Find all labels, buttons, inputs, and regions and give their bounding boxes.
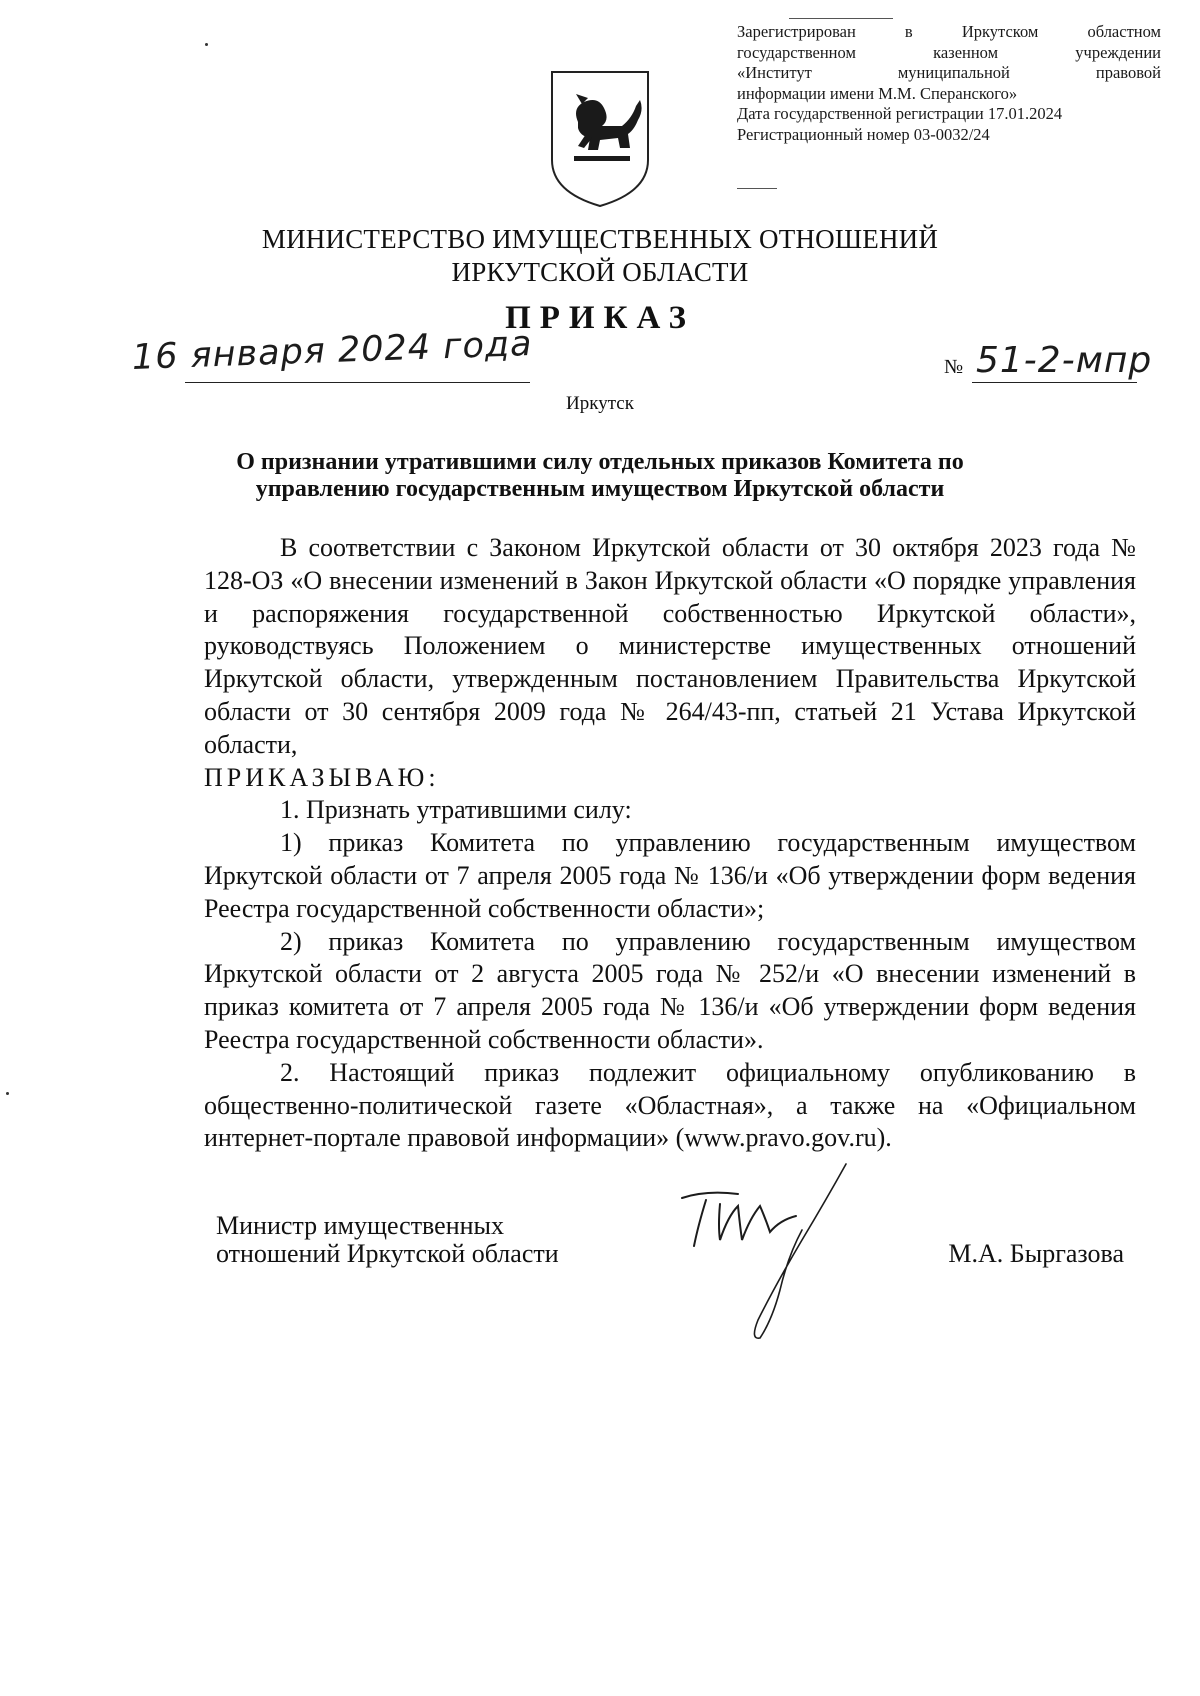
handwritten-signature-icon [676, 1160, 866, 1350]
date-underline [185, 382, 530, 383]
item-1-2: 2) приказ Комитета по управлению государственным имуществом Иркутской области от 2 августа 2005 года № 252/и «О внесении изменений в приказ комитета от 7 апреля 2005 года № 136/и «Об утверждении форм ведения Реестра государственной собственности области». [204, 926, 1136, 1054]
signer-title-line: отношений Иркутской области [216, 1239, 559, 1268]
irkutsk-coat-of-arms-icon [548, 68, 652, 210]
registration-line: «Институт муниципальной правовой [737, 63, 1161, 82]
registration-stamp [737, 22, 1161, 145]
registration-line: Зарегистрирован в Иркутском областном [737, 22, 1161, 41]
number-underline [972, 382, 1137, 383]
item-1-1: 1) приказ Комитета по управлению государственным имуществом Иркутской области от 7 апреля 2005 года № 136/и «Об утверждении форм ведения Реестра государственной собственности области»; [204, 828, 1136, 923]
scan-speck [6, 1092, 9, 1095]
heading-line: управлению государственным имуществом Иркутской области [255, 476, 945, 502]
item-2: 2. Настоящий приказ подлежит официальному опубликованию в общественно-политической газете «Областная», а также на «Официальном интернет-портале правовой информации» (www.pravo.gov.ru). [204, 1057, 1136, 1153]
document-body [204, 532, 1136, 1155]
signer-title [216, 1212, 559, 1268]
handwritten-date: 16 января 2024 года [131, 324, 534, 378]
city: Иркутск [566, 393, 634, 414]
number-label: № [944, 356, 964, 378]
handwritten-order-number: 51-2-мпр [976, 340, 1153, 381]
preamble-paragraph: В соответствии с Законом Иркутской области от 30 октября 2023 года № 128-ОЗ «О внесении изменений в Закон Иркутской области «О порядке управления и распоряжения государственной собственностью Иркутской области», руководствуясь Положением о министерстве имущественных отношений Иркутской области, утвержденным постановлением Правительства Иркутской области от 30 сентября 2009 года № 264/43-пп, статьей 21 Устава Иркутской области, [204, 533, 1136, 759]
registration-date: Дата государственной регистрации 17.01.2024 [737, 104, 1063, 123]
stamp-rule [789, 18, 893, 19]
ministry-line: ИРКУТСКОЙ ОБЛАСТИ [451, 257, 749, 287]
registration-line: государственном казенном учреждении [737, 42, 1161, 62]
signer-name: М.А. Быргазова [948, 1239, 1124, 1268]
document-heading [180, 449, 1020, 503]
stamp-rule [737, 188, 777, 189]
signer-title-line: Министр имущественных [216, 1211, 505, 1240]
ministry-line: МИНИСТЕРСТВО ИМУЩЕСТВЕННЫХ ОТНОШЕНИЙ [261, 224, 939, 254]
registration-line: информации имени М.М. Сперанского» [737, 83, 1018, 103]
ministry-name [100, 223, 1100, 289]
order-word: ПРИКАЗЫВАЮ: [204, 762, 440, 792]
order-title: ПРИКАЗ [505, 300, 695, 336]
item-1: 1. Признать утратившими силу: [280, 795, 632, 825]
registration-number: Регистрационный номер 03-0032/24 [737, 124, 990, 144]
heading-line: О признании утратившими силу отдельных приказов Комитета по [236, 449, 964, 475]
scan-speck [205, 43, 208, 46]
